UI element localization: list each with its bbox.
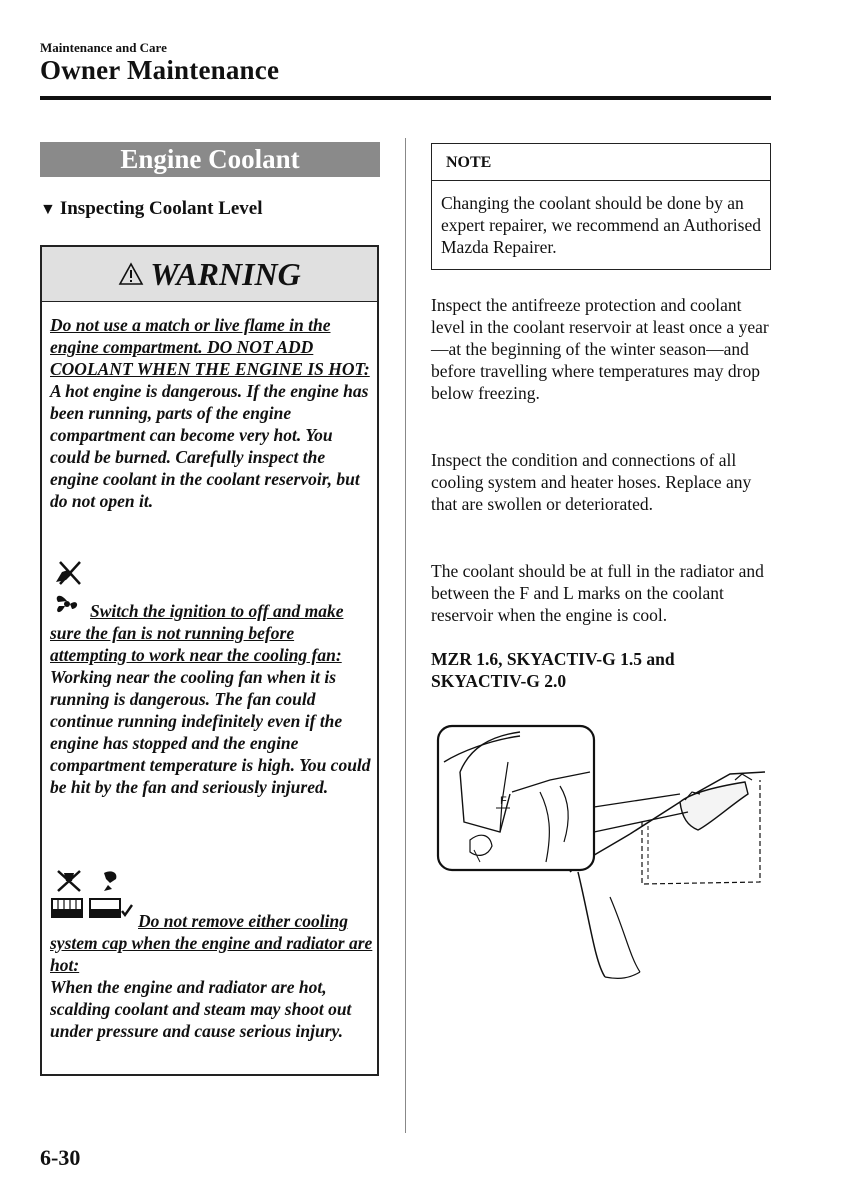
column-divider bbox=[405, 138, 406, 1133]
note-body: Changing the coolant should be done by an expert repairer, we recommend an Authorised Mazda Repairer. bbox=[441, 193, 761, 257]
warning-p1-underlined: Do not use a match or live flame in the engine compartment. DO NOT ADD COOLANT WHEN THE ENGINE IS HOT: bbox=[50, 315, 370, 379]
warning-title: WARNING bbox=[150, 256, 301, 292]
note-title: NOTE bbox=[432, 144, 770, 181]
triangle-marker-icon: ▼ bbox=[40, 201, 56, 218]
warning-p3-body: When the engine and radiator are hot, scalding coolant and steam may shoot out under pressure and cause serious injury. bbox=[50, 977, 352, 1041]
warning-p2-underlined: Switch the ignition to off and make sure the fan is not running before attempting to work near the cooling fan: bbox=[50, 601, 344, 665]
no-hand-fan-icon bbox=[52, 558, 86, 590]
subheading-text: Inspecting Coolant Level bbox=[59, 198, 263, 219]
page-title: Owner Maintenance bbox=[40, 55, 280, 85]
coolant-reservoir-illustration bbox=[430, 722, 775, 984]
warning-paragraph-2 bbox=[50, 600, 375, 798]
warning-p3-underlined: Do not remove either cooling system cap when the engine and radiator are hot: bbox=[50, 911, 373, 975]
paragraph-hoses: Inspect the condition and connections of all cooling system and heater hoses. Replace any that are swollen or deteriorated. bbox=[431, 450, 752, 514]
header-rule bbox=[40, 96, 771, 100]
warning-p1-body: A hot engine is dangerous. If the engine has been running, parts of the engine compartment can become very hot. You could be burned. Carefully inspect the engine coolant in the coolant reservoir, but do not open it. bbox=[50, 381, 369, 511]
engine-coolant-banner: Engine Coolant bbox=[40, 142, 380, 177]
engine-models-label: MZR 1.6, SKYACTIV-G 1.5 and SKYACTIV-G 2.0 bbox=[431, 649, 675, 691]
warning-box bbox=[40, 245, 379, 1076]
warning-p2-body: Working near the cooling fan when it is running is dangerous. The fan could continue running indefinitely even if the engine has stopped and the engine compartment temperature is high. You could be hit by the fan and seriously injured. bbox=[50, 667, 371, 797]
paragraph-coolant-level: The coolant should be at full in the radiator and between the F and L marks on the coolant reservoir when the engine is cool. bbox=[431, 561, 764, 625]
warning-header bbox=[42, 247, 377, 302]
section-label: Maintenance and Care bbox=[40, 40, 167, 55]
paragraph-antifreeze: Inspect the antifreeze protection and coolant level in the coolant reservoir at least once a year—at the beginning of the winter season—and before travelling where temperatures may drop below freezing. bbox=[431, 295, 769, 403]
warning-triangle-icon bbox=[118, 262, 144, 286]
note-box bbox=[431, 143, 771, 270]
page-number: 6-30 bbox=[40, 1145, 81, 1170]
warning-paragraph-3 bbox=[50, 910, 375, 1042]
warning-paragraph-1 bbox=[50, 314, 375, 512]
f-mark-label: F bbox=[500, 795, 507, 807]
subheading bbox=[40, 198, 263, 220]
